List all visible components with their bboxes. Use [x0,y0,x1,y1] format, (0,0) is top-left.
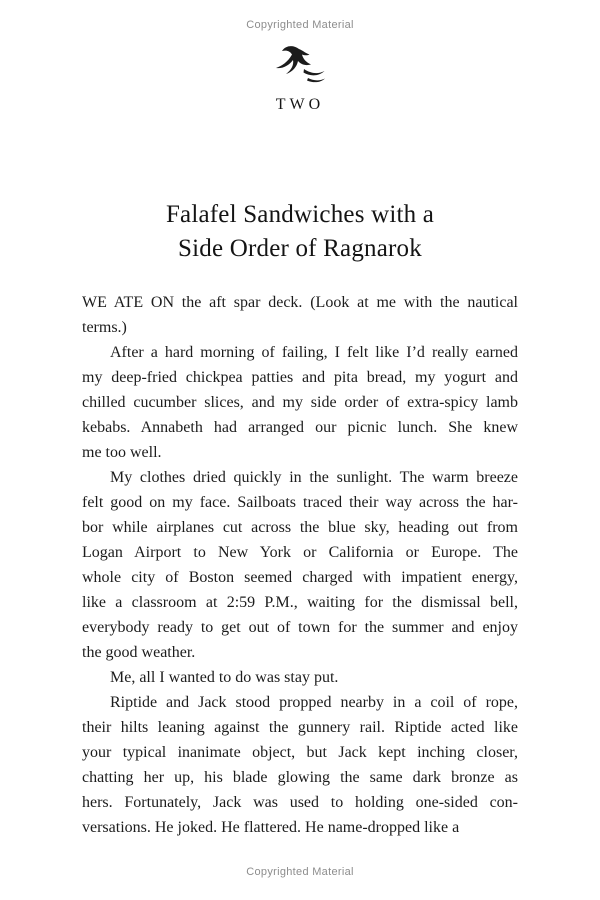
copyright-notice-bottom: Copyrighted Material [246,866,354,878]
body-text [82,290,518,840]
body-line: everybody ready to get out of town for the summer and enjoy [82,619,518,636]
body-line: me too well. [82,444,162,461]
body-line: terms.) [82,319,127,336]
body-line: WE ATE ON the aft spar deck. (Look at me with the nautical [82,294,518,311]
body-line: Me, all I wanted to do was stay put. [110,669,339,686]
chapter-title-line1: Falafel Sandwiches with a [165,201,435,228]
body-line: Logan Airport to New York or California or Europe. The [82,544,518,561]
body-line: their hilts leaning against the gunnery rail. Riptide acted like [82,719,518,736]
paragraph [82,665,518,690]
body-line: chilled cucumber slices, and my side order of extra-spicy lamb [82,394,518,411]
chapter-ornament [0,44,600,92]
paragraph [82,340,518,465]
body-line: versations. He joked. He flattered. He name-dropped like a [82,819,460,836]
body-line: my deep-fried chickpea patties and pita bread, my yogurt and [82,369,518,386]
copyright-notice-top: Copyrighted Material [246,19,354,31]
body-line: whole city of Boston seemed charged with impatient energy, [82,569,518,586]
body-line: your typical inanimate object, but Jack kept inching closer, [82,744,518,761]
paragraph [82,290,518,340]
body-line: felt good on my face. Sailboats traced their way across the har- [82,494,518,511]
body-line: chatting her up, his blade glowing the same dark bronze as [82,769,518,786]
chapter-title-line2: Side Order of Ragnarok [178,235,422,262]
body-line: bor while airplanes cut across the blue sky, heading out from [82,519,518,536]
body-line: like a classroom at 2:59 P.M., waiting for the dismissal bell, [82,594,518,611]
body-line: the good weather. [82,644,196,661]
body-line: hers. Fortunately, Jack was used to holding one-sided con- [82,794,518,811]
body-line: After a hard morning of failing, I felt like I’d really earned [110,344,518,361]
paragraph [82,690,518,840]
paragraph [82,465,518,665]
chapter-title [0,198,600,266]
body-line: My clothes dried quickly in the sunlight. The warm breeze [110,469,518,486]
body-line: kebabs. Annabeth had arranged our picnic lunch. She knew [82,419,518,436]
raven-icon [272,44,328,90]
chapter-number: TWO [275,96,325,113]
body-line: Riptide and Jack stood propped nearby in a coil of rope, [110,694,518,711]
